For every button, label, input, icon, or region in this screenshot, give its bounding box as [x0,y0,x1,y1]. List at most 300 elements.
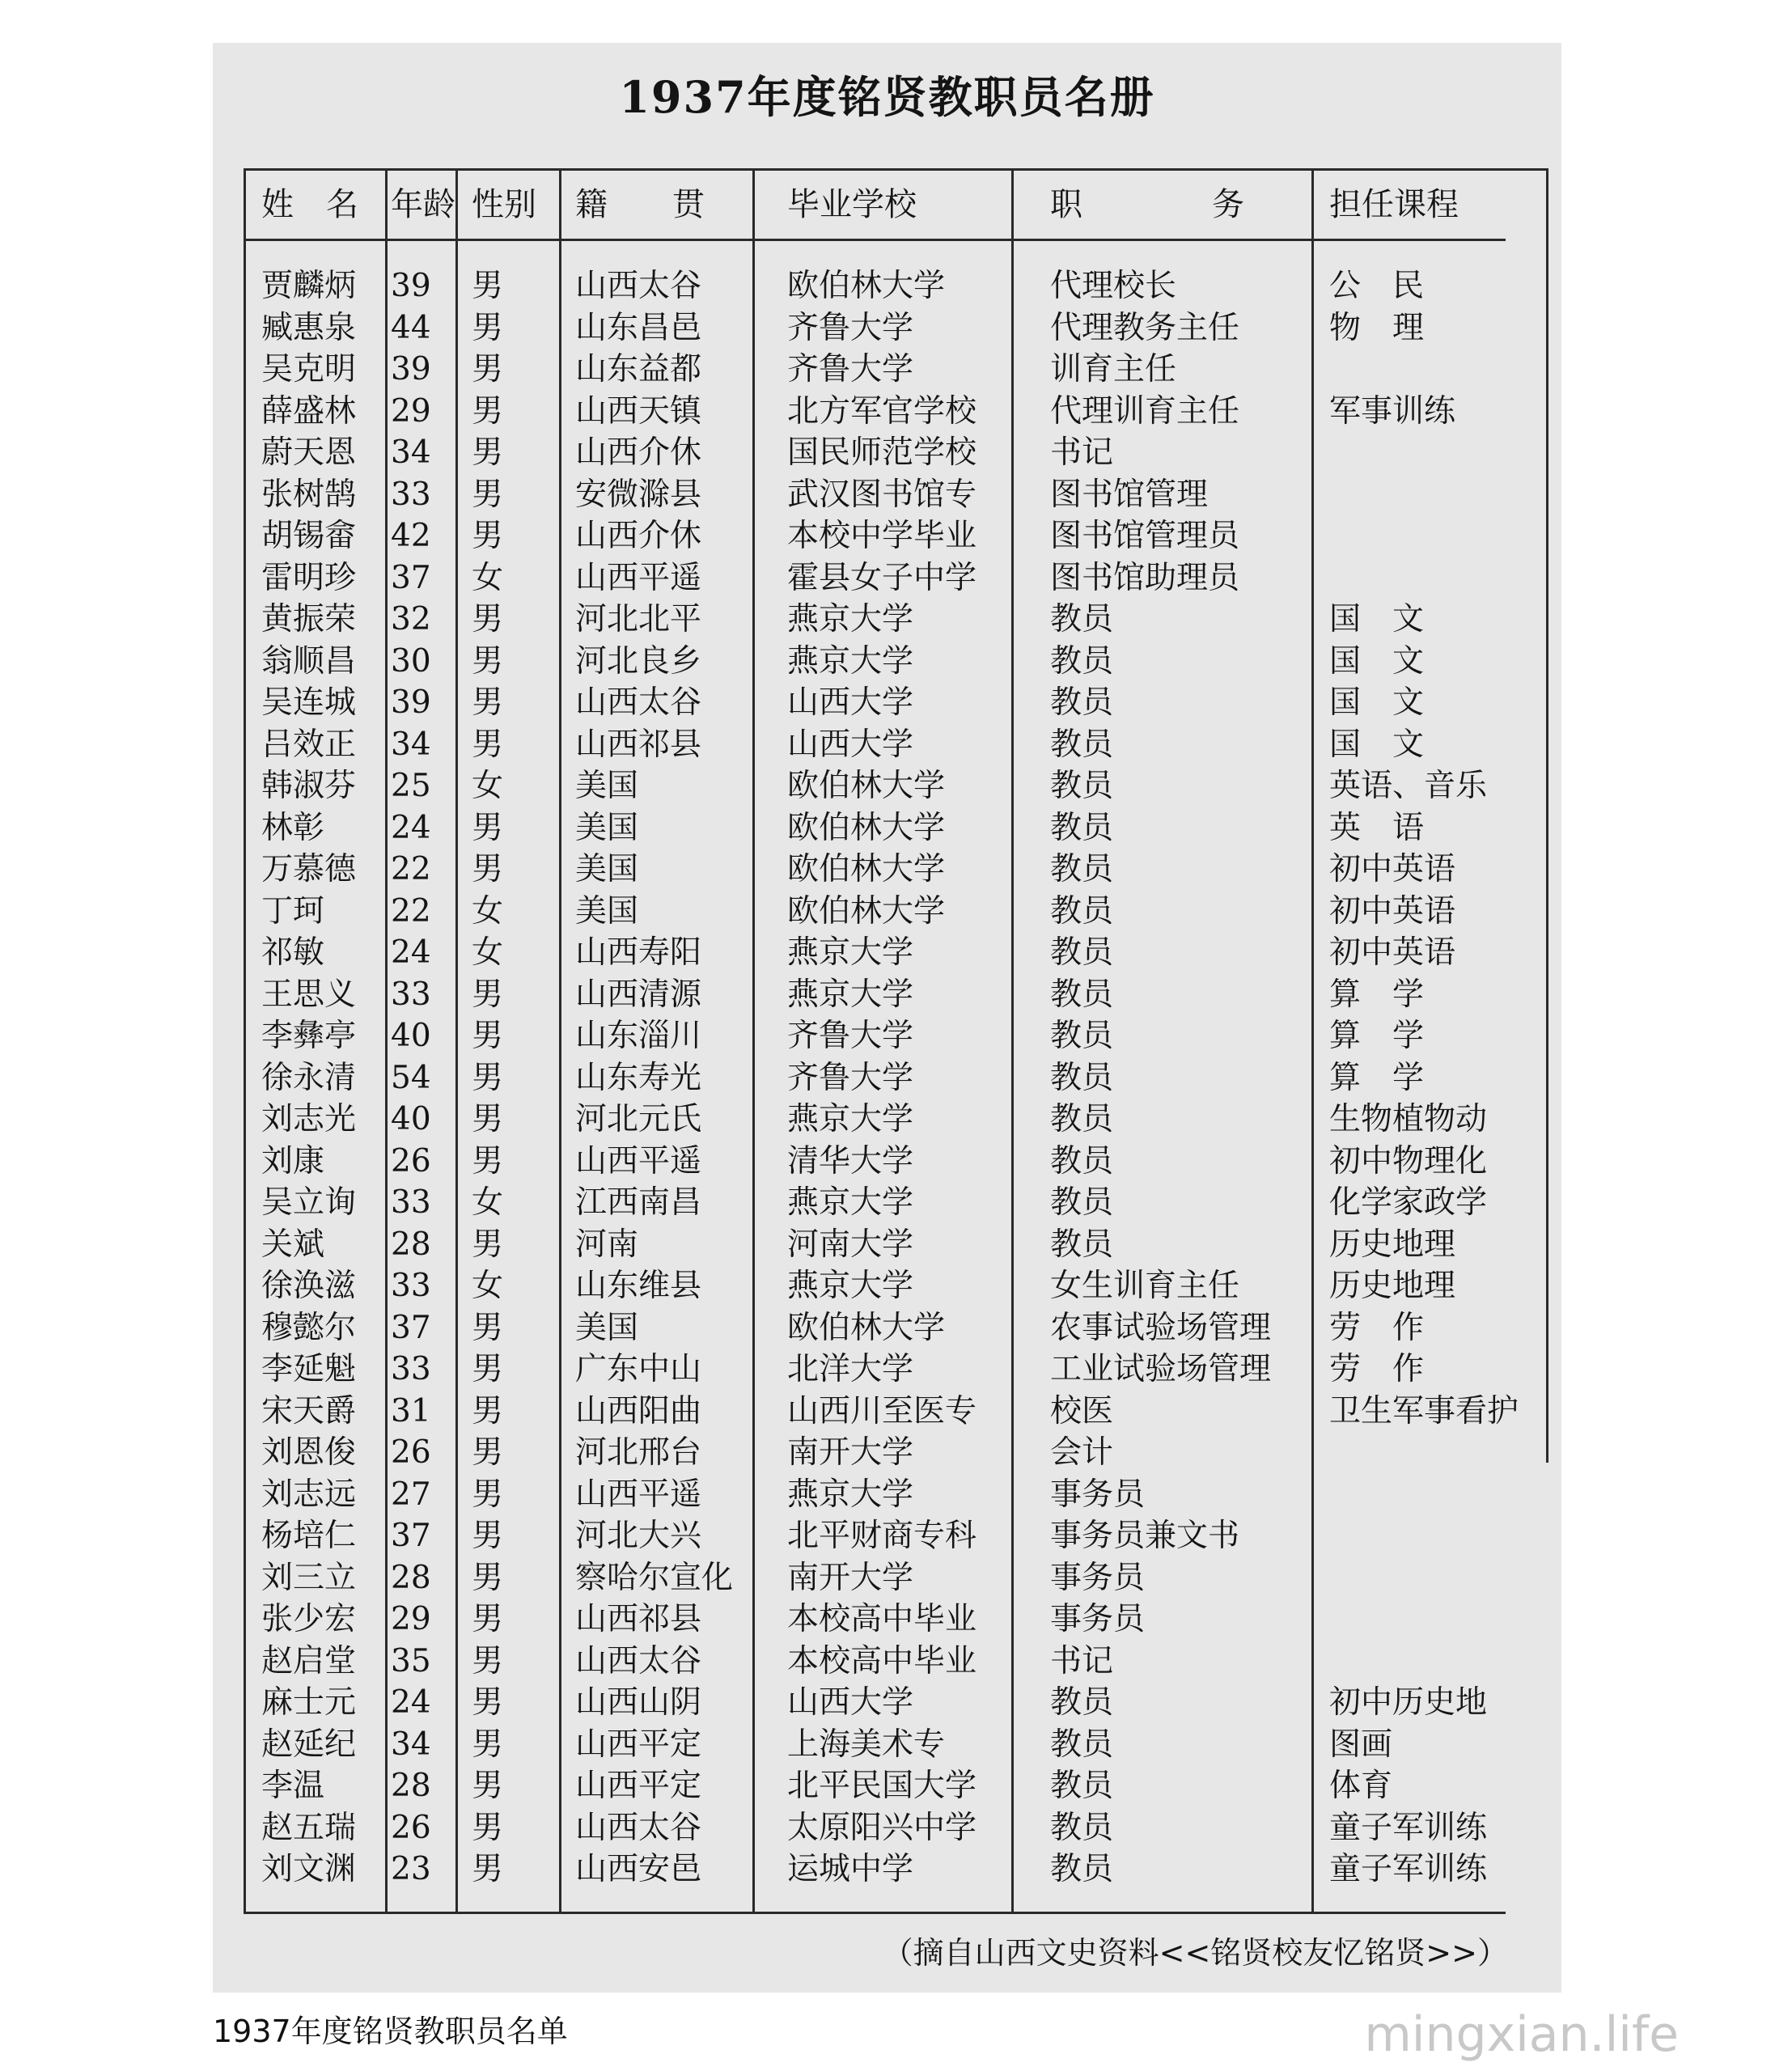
cell-age: 42 [391,518,431,554]
cell-gender: 男 [472,392,504,430]
cell-name: 吴立询 [261,1184,357,1221]
cell-position: 教员 [1050,809,1114,846]
cell-school: 山西川至医专 [787,1392,977,1429]
table-bottom-rule [244,1912,1506,1914]
cell-position: 教员 [1050,1809,1114,1846]
cell-native-place: 山东维县 [575,1268,702,1304]
cell-name: 黄振荣 [261,601,357,637]
cell-courses: 童子军训练 [1329,1809,1488,1846]
cell-age: 39 [391,268,431,304]
cell-school: 北洋大学 [787,1351,914,1387]
cell-school: 本校中学毕业 [787,518,977,554]
cell-gender: 男 [472,642,504,680]
cell-gender: 男 [472,601,504,637]
cell-age: 24 [391,1684,431,1721]
cell-name: 杨培仁 [261,1518,357,1554]
cell-courses: 卫生军事看护 [1329,1392,1519,1429]
header-courses: 担任课程 [1329,186,1459,223]
cell-position: 事务员 [1050,1476,1146,1513]
cell-school: 欧伯林大学 [787,851,946,887]
cell-position: 工业试验场管理 [1050,1351,1272,1387]
cell-age: 25 [391,768,431,804]
header-native-place: 籍 贯 [575,186,705,223]
cell-school: 山西大学 [787,1684,914,1721]
cell-name: 刘文渊 [261,1851,357,1887]
cell-position: 训育主任 [1050,351,1177,388]
cell-courses [1329,1557,1540,1599]
cell-school: 齐鲁大学 [787,1018,914,1054]
cell-school: 运城中学 [787,1851,914,1887]
cell-name: 薛盛林 [261,392,357,430]
cell-name: 徐涣滋 [261,1268,357,1304]
table-row [213,849,1561,891]
cell-position: 教员 [1050,768,1114,804]
header-gender: 性别 [472,186,536,223]
header-bottom-rule [244,239,1506,241]
cell-age: 24 [391,809,431,846]
cell-position: 书记 [1050,434,1114,471]
document-title: 1937年度铭贤教职员名册 [619,71,1155,123]
cell-native-place: 察哈尔宣化 [575,1559,734,1596]
cell-courses: 劳 作 [1329,1351,1425,1387]
cell-courses: 体育 [1329,1768,1393,1804]
cell-age: 33 [391,1268,431,1304]
cell-age: 33 [391,1184,431,1221]
cell-school: 武汉图书馆专 [787,476,977,513]
header-name: 姓 名 [261,186,358,223]
cell-school: 北平财商专科 [787,1518,977,1554]
cell-school: 齐鲁大学 [787,309,914,346]
cell-position: 事务员兼文书 [1050,1518,1240,1554]
cell-age: 37 [391,1309,431,1346]
cell-courses [1329,474,1540,516]
cell-school: 河南大学 [787,1226,914,1263]
cell-gender: 女 [472,934,504,971]
cell-gender: 男 [472,684,504,721]
cell-courses: 初中英语 [1329,892,1456,930]
cell-native-place: 山东昌邑 [575,309,702,346]
cell-gender: 男 [472,976,504,1013]
cell-courses: 童子军训练 [1329,1851,1488,1887]
cell-name: 李彝亭 [261,1018,357,1054]
cell-age: 34 [391,434,431,471]
table-row [213,1015,1561,1057]
scanned-page [213,43,1561,1993]
cell-position: 教员 [1050,976,1114,1013]
cell-age: 29 [391,1601,431,1637]
cell-name: 宋天爵 [261,1392,357,1429]
table-row [213,765,1561,807]
cell-gender: 男 [472,1101,504,1137]
cell-school: 清华大学 [787,1142,914,1179]
cell-name: 李延魁 [261,1351,357,1387]
cell-gender: 男 [472,851,504,887]
cell-native-place: 山东益都 [575,351,702,388]
table-row [213,265,1561,307]
cell-native-place: 山西寿阳 [575,934,702,971]
cell-school: 南开大学 [787,1559,914,1596]
cell-age: 26 [391,1434,431,1471]
cell-courses [1329,432,1540,474]
cell-school: 本校高中毕业 [787,1642,977,1679]
cell-courses [1329,1432,1540,1474]
table-row [213,932,1561,974]
cell-school: 北方军官学校 [787,392,977,430]
cell-native-place: 山西平定 [575,1768,702,1804]
table-row [213,1182,1561,1224]
cell-native-place: 河北元氏 [575,1101,702,1137]
cell-name: 臧惠泉 [261,309,357,346]
cell-position: 教员 [1050,1226,1114,1263]
cell-courses [1329,515,1540,557]
cell-courses: 初中物理化 [1329,1142,1488,1179]
cell-native-place: 山西平遥 [575,559,702,596]
cell-position: 教员 [1050,1059,1114,1096]
cell-school: 上海美术专 [787,1726,946,1763]
cell-gender: 男 [472,1059,504,1096]
cell-position: 教员 [1050,851,1114,887]
cell-gender: 男 [472,351,504,388]
cell-name: 赵启堂 [261,1642,357,1679]
cell-age: 22 [391,851,431,887]
cell-gender: 男 [472,1684,504,1721]
cell-name: 林彰 [261,809,325,846]
cell-age: 29 [391,392,431,430]
cell-native-place: 山东淄川 [575,1018,702,1054]
cell-position: 事务员 [1050,1601,1146,1637]
cell-name: 张树鹄 [261,476,357,513]
cell-gender: 男 [472,1809,504,1846]
table-row [213,1141,1561,1183]
table-row [213,1765,1561,1807]
table-row [213,599,1561,641]
table-row [213,1307,1561,1349]
cell-native-place: 山西平定 [575,1726,702,1763]
cell-name: 刘康 [261,1142,325,1179]
cell-position: 教员 [1050,1101,1114,1137]
cell-school: 太原阳兴中学 [787,1809,977,1846]
cell-age: 22 [391,892,431,930]
cell-courses: 公 民 [1329,268,1425,304]
cell-name: 万慕德 [261,851,357,887]
cell-age: 33 [391,1351,431,1387]
cell-native-place: 山西祁县 [575,1601,702,1637]
cell-position: 教员 [1050,601,1114,637]
cell-gender: 男 [472,518,504,554]
cell-courses: 初中英语 [1329,851,1456,887]
cell-name: 刘三立 [261,1559,357,1596]
cell-gender: 男 [472,1351,504,1387]
cell-name: 赵五瑞 [261,1809,357,1846]
cell-school: 欧伯林大学 [787,809,946,846]
cell-native-place: 山西太谷 [575,1642,702,1679]
cell-native-place: 山西平遥 [575,1476,702,1513]
cell-native-place: 山西山阴 [575,1684,702,1721]
cell-position: 教员 [1050,1184,1114,1221]
cell-native-place: 山西清源 [575,976,702,1013]
cell-age: 28 [391,1559,431,1596]
cell-name: 翁顺昌 [261,642,357,680]
cell-school: 燕京大学 [787,976,914,1013]
image-caption: 1937年度铭贤教职员名单 [213,2014,568,2049]
cell-courses: 图画 [1329,1726,1393,1763]
cell-courses: 国 文 [1329,684,1425,721]
table-row [213,1682,1561,1724]
cell-gender: 男 [472,1726,504,1763]
cell-name: 吴克明 [261,351,357,388]
cell-gender: 男 [472,1434,504,1471]
cell-courses: 国 文 [1329,726,1425,763]
table-row [213,515,1561,557]
cell-position: 教员 [1050,892,1114,930]
header-age: 年龄 [391,186,455,223]
cell-courses: 算 学 [1329,976,1425,1013]
cell-courses: 算 学 [1329,1018,1425,1054]
table-row [213,1557,1561,1599]
cell-gender: 男 [472,1226,504,1263]
cell-school: 燕京大学 [787,601,914,637]
cell-age: 24 [391,934,431,971]
cell-age: 34 [391,726,431,763]
cell-age: 54 [391,1059,431,1096]
cell-position: 校医 [1050,1392,1114,1429]
cell-courses: 初中英语 [1329,934,1456,971]
cell-native-place: 山西太谷 [575,684,702,721]
cell-gender: 男 [472,1142,504,1179]
cell-age: 27 [391,1476,431,1513]
cell-name: 韩淑芬 [261,768,357,804]
cell-gender: 男 [472,1642,504,1679]
table-row [213,1391,1561,1433]
cell-position: 教员 [1050,1142,1114,1179]
cell-age: 39 [391,351,431,388]
cell-native-place: 山西太谷 [575,1809,702,1846]
table-row [213,974,1561,1016]
table-row [213,432,1561,474]
cell-name: 关斌 [261,1226,325,1263]
table-row [213,1057,1561,1099]
cell-age: 30 [391,642,431,680]
table-row [213,807,1561,849]
cell-native-place: 山西安邑 [575,1851,702,1887]
cell-school: 齐鲁大学 [787,1059,914,1096]
table-row [213,1515,1561,1557]
header-school: 毕业学校 [787,186,917,223]
watermark: mingxian.life [1364,2006,1679,2063]
cell-age: 39 [391,684,431,721]
cell-native-place: 山西祁县 [575,726,702,763]
cell-courses: 英语、音乐 [1329,768,1488,804]
cell-gender: 女 [472,892,504,930]
cell-native-place: 山西介休 [575,518,702,554]
cell-gender: 男 [472,1851,504,1887]
cell-age: 26 [391,1142,431,1179]
cell-position: 会计 [1050,1434,1114,1471]
cell-courses [1329,1474,1540,1516]
cell-age: 40 [391,1018,431,1054]
cell-courses [1329,1515,1540,1557]
cell-school: 霍县女子中学 [787,559,977,596]
cell-age: 35 [391,1642,431,1679]
cell-school: 燕京大学 [787,934,914,971]
cell-native-place: 山西太谷 [575,268,702,304]
cell-name: 赵延纪 [261,1726,357,1763]
cell-school: 燕京大学 [787,1268,914,1304]
cell-gender: 女 [472,1184,504,1221]
cell-school: 北平民国大学 [787,1768,977,1804]
cell-gender: 男 [472,309,504,346]
cell-age: 28 [391,1768,431,1804]
cell-native-place: 山西介休 [575,434,702,471]
table-row [213,1641,1561,1683]
table-row [213,1474,1561,1516]
cell-native-place: 河北邢台 [575,1434,702,1471]
cell-name: 丁珂 [261,892,325,930]
table-row [213,724,1561,766]
cell-name: 祁敏 [261,934,325,971]
table-row [213,391,1561,433]
cell-native-place: 山东寿光 [575,1059,702,1096]
cell-courses: 国 文 [1329,601,1425,637]
cell-native-place: 河北北平 [575,601,702,637]
table-row [213,641,1561,683]
table-row [213,1349,1561,1391]
cell-native-place: 山西天镇 [575,392,702,430]
cell-position: 教员 [1050,1768,1114,1804]
table-row [213,474,1561,516]
cell-name: 刘恩俊 [261,1434,357,1471]
cell-position: 女生训育主任 [1050,1268,1240,1304]
cell-school: 燕京大学 [787,1476,914,1513]
cell-position: 代理教务主任 [1050,309,1240,346]
cell-native-place: 河北良乡 [575,642,702,680]
table-row [213,307,1561,349]
cell-school: 山西大学 [787,726,914,763]
cell-gender: 男 [472,1601,504,1637]
cell-courses: 化学家政学 [1329,1184,1488,1221]
cell-position: 代理训育主任 [1050,392,1240,430]
table-row [213,1224,1561,1266]
cell-native-place: 安微滁县 [575,476,702,513]
cell-school: 燕京大学 [787,1101,914,1137]
table-row [213,1849,1561,1891]
cell-courses: 历史地理 [1329,1268,1456,1304]
cell-courses [1329,349,1540,391]
cell-native-place: 美国 [575,768,639,804]
cell-courses: 物 理 [1329,309,1425,346]
cell-courses: 国 文 [1329,642,1425,680]
cell-native-place: 广东中山 [575,1351,702,1387]
cell-position: 教员 [1050,1018,1114,1054]
cell-age: 40 [391,1101,431,1137]
cell-position: 教员 [1050,1851,1114,1887]
cell-school: 欧伯林大学 [787,768,946,804]
cell-school: 本校高中毕业 [787,1601,977,1637]
cell-age: 31 [391,1392,431,1429]
cell-gender: 男 [472,476,504,513]
table-row [213,557,1561,599]
cell-gender: 男 [472,268,504,304]
cell-position: 事务员 [1050,1559,1146,1596]
cell-age: 33 [391,976,431,1013]
cell-gender: 男 [472,1018,504,1054]
cell-courses [1329,1641,1540,1683]
cell-name: 吴连城 [261,684,357,721]
cell-gender: 女 [472,1268,504,1304]
cell-age: 28 [391,1226,431,1263]
table-top-rule [244,168,1546,171]
cell-native-place: 江西南昌 [575,1184,702,1221]
cell-native-place: 美国 [575,1309,639,1346]
cell-school: 燕京大学 [787,1184,914,1221]
header-position: 职 务 [1050,186,1244,223]
cell-name: 麻士元 [261,1684,357,1721]
cell-age: 34 [391,1726,431,1763]
cell-gender: 男 [472,434,504,471]
cell-courses: 军事训练 [1329,392,1456,430]
cell-courses [1329,557,1540,599]
cell-native-place: 山西阳曲 [575,1392,702,1429]
cell-position: 教员 [1050,726,1114,763]
cell-school: 欧伯林大学 [787,892,946,930]
cell-position: 教员 [1050,1684,1114,1721]
cell-gender: 男 [472,1559,504,1596]
cell-native-place: 河南 [575,1226,639,1263]
table-row [213,349,1561,391]
cell-name: 贾麟炳 [261,268,357,304]
cell-gender: 男 [472,809,504,846]
cell-native-place: 美国 [575,809,639,846]
cell-gender: 女 [472,559,504,596]
cell-native-place: 美国 [575,892,639,930]
table-row [213,1265,1561,1307]
cell-school: 欧伯林大学 [787,1309,946,1346]
cell-school: 南开大学 [787,1434,914,1471]
cell-courses: 历史地理 [1329,1226,1456,1263]
cell-position: 教员 [1050,642,1114,680]
cell-native-place: 美国 [575,851,639,887]
cell-name: 穆懿尔 [261,1309,357,1346]
cell-gender: 男 [472,1476,504,1513]
cell-school: 燕京大学 [787,642,914,680]
cell-position: 教员 [1050,684,1114,721]
cell-native-place: 山西平遥 [575,1142,702,1179]
cell-age: 23 [391,1851,431,1887]
cell-school: 欧伯林大学 [787,268,946,304]
cell-name: 张少宏 [261,1601,357,1637]
cell-position: 图书馆管理 [1050,476,1209,513]
cell-gender: 男 [472,726,504,763]
cell-age: 26 [391,1809,431,1846]
table-row [213,1807,1561,1849]
cell-position: 农事试验场管理 [1050,1309,1272,1346]
cell-position: 书记 [1050,1642,1114,1679]
table-row [213,1432,1561,1474]
table-row [213,1724,1561,1766]
cell-courses: 劳 作 [1329,1309,1425,1346]
cell-courses: 初中历史地 [1329,1684,1488,1721]
cell-position: 教员 [1050,934,1114,971]
cell-age: 44 [391,309,431,346]
cell-position: 图书馆管理员 [1050,518,1240,554]
cell-position: 教员 [1050,1726,1114,1763]
table-row [213,1099,1561,1141]
cell-name: 李温 [261,1768,325,1804]
cell-age: 37 [391,559,431,596]
cell-name: 王思义 [261,976,357,1013]
cell-name: 蔚天恩 [261,434,357,471]
cell-name: 雷明珍 [261,559,357,596]
